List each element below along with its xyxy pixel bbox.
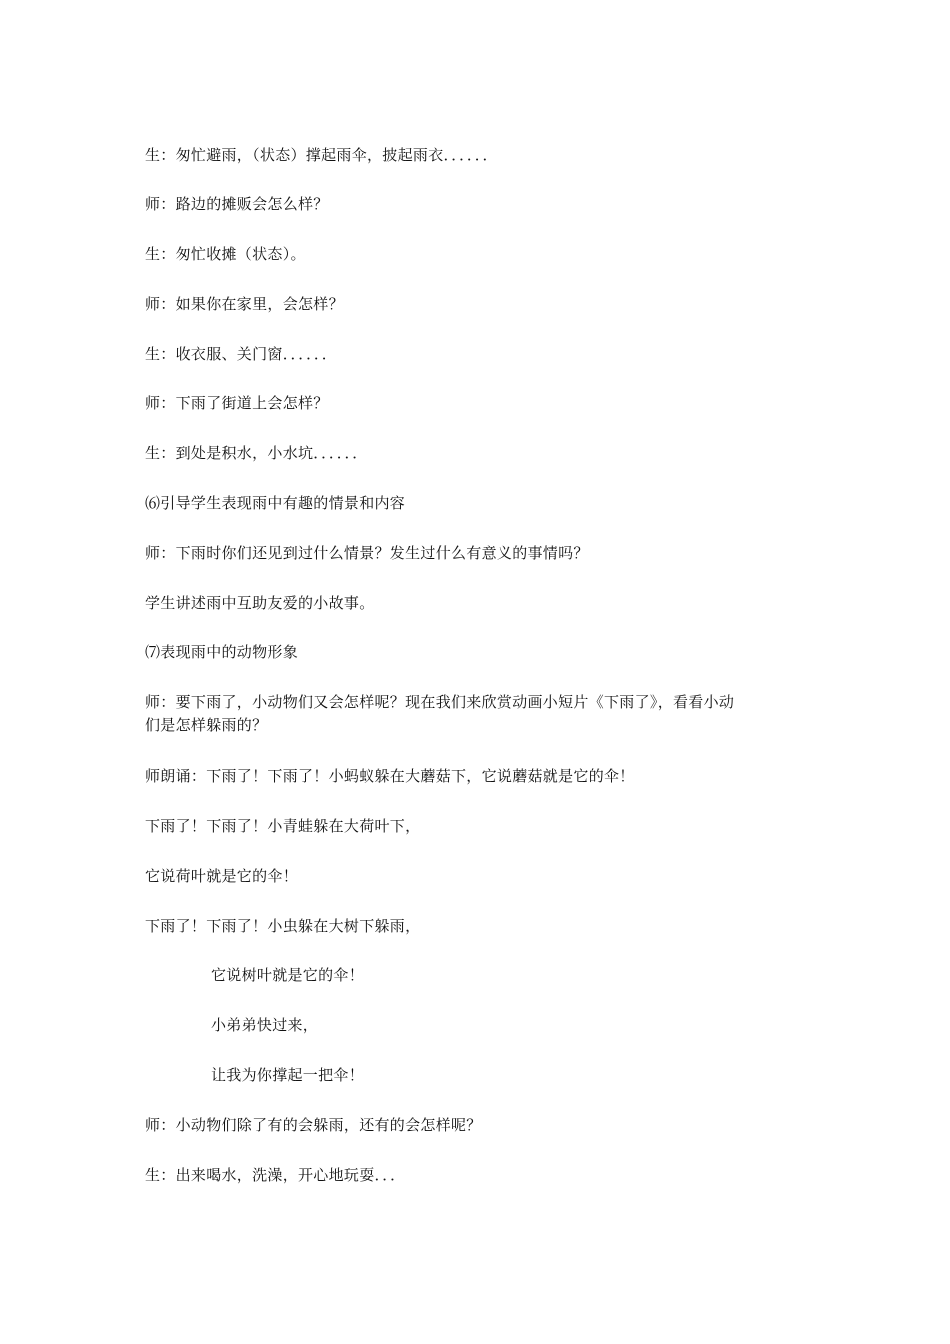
- dialogue-line: 师：要下雨了，小动物们又会怎样呢？现在我们来欣赏动画小短片《下雨了》，看看小动: [145, 693, 735, 711]
- poem-line: 下雨了！下雨了！小青蛙躲在大荷叶下，: [145, 817, 421, 835]
- dialogue-line: 生：匆忙收摊（状态）。: [145, 245, 306, 263]
- section-heading: ⑺表现雨中的动物形象: [145, 643, 299, 661]
- dialogue-line: 生：到处是积水，小水坑．．．．．．: [145, 444, 368, 462]
- dialogue-line: 生：收衣服、关门窗．．．．．．: [145, 345, 338, 363]
- dialogue-line: 师：下雨时你们还见到过什么情景？发生过什么有意义的事情吗？: [145, 544, 589, 562]
- poem-line: 它说荷叶就是它的伞！: [145, 867, 299, 885]
- dialogue-line: 生：出来喝水，洗澡，开心地玩耍．．．: [145, 1166, 406, 1184]
- dialogue-line: 师：小动物们除了有的会躲雨，还有的会怎样呢？: [145, 1116, 482, 1134]
- dialogue-line: 生：匆忙避雨，（状态）撑起雨伞，披起雨衣．．．．．．: [145, 146, 498, 164]
- dialogue-line: 师：如果你在家里，会怎样？: [145, 295, 344, 313]
- poem-line-indented: 小弟弟快过来，: [211, 1016, 319, 1034]
- poem-line-indented: 让我为你撑起一把伞！: [211, 1066, 365, 1084]
- poem-line: 下雨了！下雨了！小虫躲在大树下躲雨，: [145, 917, 421, 935]
- dialogue-line: 师：下雨了街道上会怎样？: [145, 394, 329, 412]
- poem-line: 师朗诵：下雨了！下雨了！小蚂蚁躲在大蘑菇下，它说蘑菇就是它的伞！: [145, 767, 635, 785]
- paragraph-line: 学生讲述雨中互助友爱的小故事。: [145, 594, 375, 612]
- section-heading: ⑹引导学生表现雨中有趣的情景和内容: [145, 494, 406, 512]
- dialogue-line: 师：路边的摊贩会怎么样？: [145, 195, 329, 213]
- poem-line-indented: 它说树叶就是它的伞！: [211, 966, 365, 984]
- dialogue-line-continued: 们是怎样躲雨的？: [145, 716, 268, 734]
